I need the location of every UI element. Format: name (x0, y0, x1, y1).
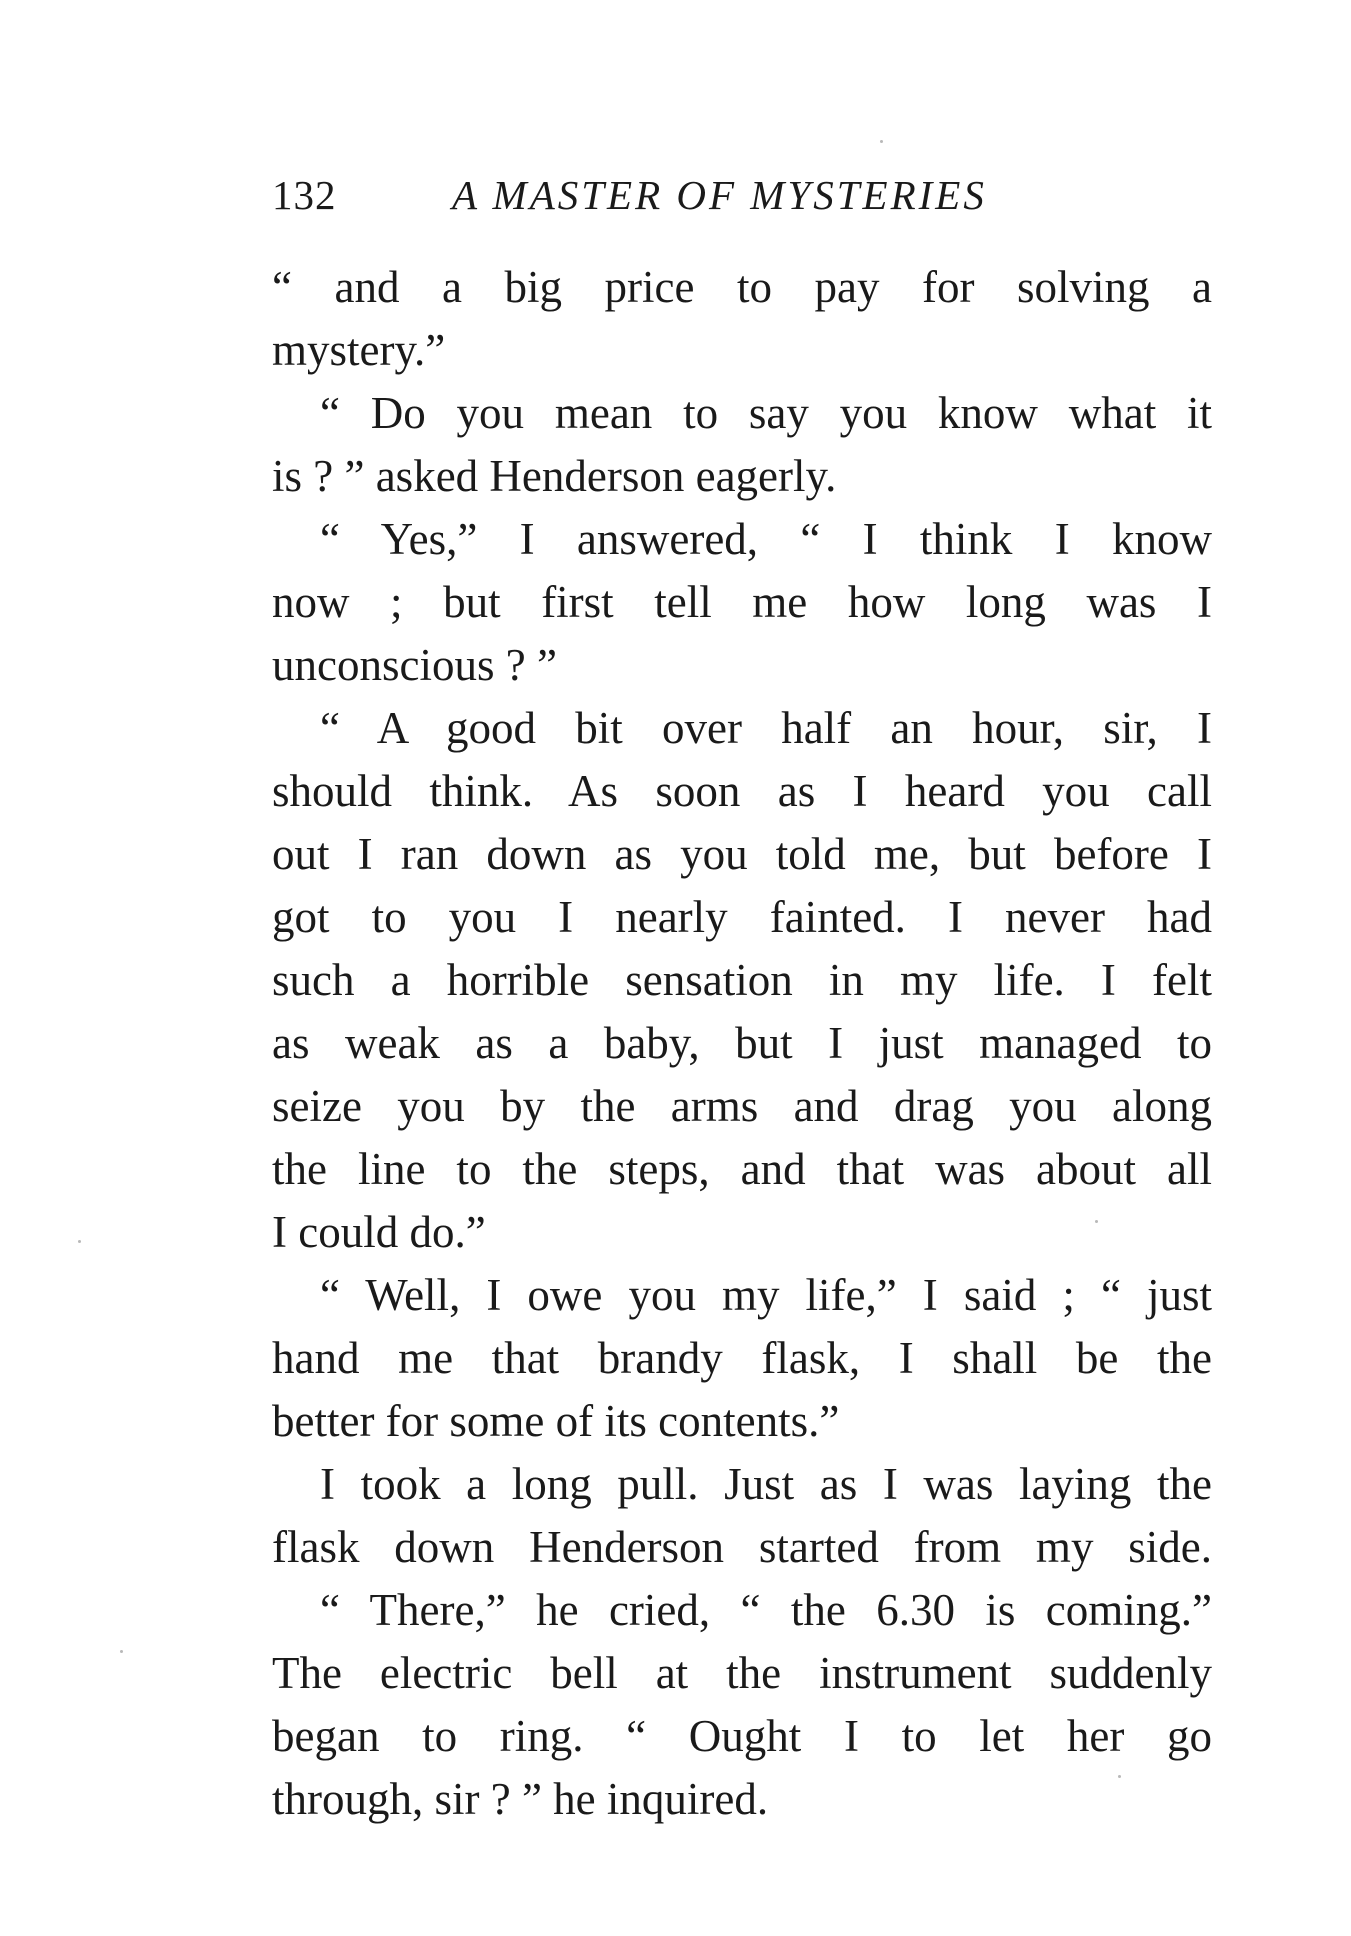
text-line: out I ran down as you told me, but before I (272, 829, 1212, 879)
text-line: hand me that brandy flask, I shall be the (272, 1333, 1212, 1383)
paper-speck (1095, 1220, 1098, 1223)
text-line: through, sir ? ” he inquired. (272, 1774, 769, 1824)
text-line: better for some of its contents.” (272, 1396, 840, 1446)
body-text (272, 256, 1212, 1831)
text-line: should think. As soon as I heard you call (272, 766, 1212, 816)
text-line: “ Do you mean to say you know what it (320, 388, 1212, 438)
page-number: 132 (272, 172, 337, 218)
text-line: “ Well, I owe you my life,” I said ; “ just (320, 1270, 1212, 1320)
running-head (272, 170, 1212, 220)
text-line: mystery.” (272, 325, 446, 375)
text-line: the line to the steps, and that was about all (272, 1144, 1212, 1194)
text-line: seize you by the arms and drag you along (272, 1081, 1212, 1131)
text-line: I took a long pull. Just as I was laying the (320, 1459, 1212, 1509)
text-line: began to ring. “ Ought I to let her go (272, 1711, 1212, 1761)
paper-speck (120, 1650, 123, 1653)
text-line: got to you I nearly fainted. I never had (272, 892, 1212, 942)
text-line: “ A good bit over half an hour, sir, I (320, 703, 1212, 753)
text-line: “ Yes,” I answered, “ I think I know (320, 514, 1212, 564)
paper-speck (78, 1240, 81, 1243)
text-line: The electric bell at the instrument suddenly (272, 1648, 1212, 1698)
text-line: now ; but first tell me how long was I (272, 577, 1212, 627)
paper-speck (880, 140, 883, 143)
text-line: flask down Henderson started from my side. (272, 1522, 1212, 1572)
text-line: unconscious ? ” (272, 640, 557, 690)
paper-speck (1118, 1775, 1121, 1778)
book-title: A MASTER OF MYSTERIES (452, 172, 987, 218)
text-line: I could do.” (272, 1207, 486, 1257)
text-line: “ There,” he cried, “ the 6.30 is coming.” (320, 1585, 1212, 1635)
text-line: such a horrible sensation in my life. I felt (272, 955, 1212, 1005)
text-line: is ? ” asked Henderson eagerly. (272, 451, 837, 501)
text-line: as weak as a baby, but I just managed to (272, 1018, 1212, 1068)
text-line: “ and a big price to pay for solving a (272, 262, 1212, 312)
